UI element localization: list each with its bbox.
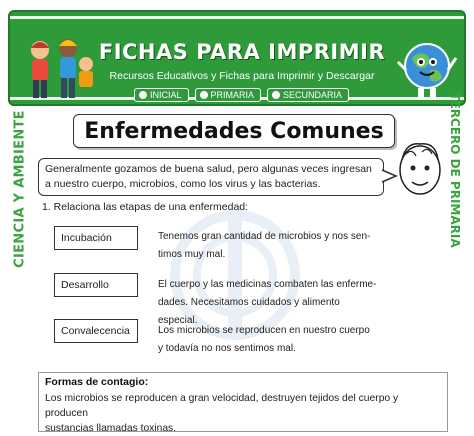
speech-bubble-tail — [380, 168, 398, 184]
tab-bullet-icon — [272, 91, 280, 99]
tab-primaria[interactable] — [195, 88, 262, 102]
banner-title: FICHAS PARA IMPRIMIR — [98, 40, 386, 64]
page-title-box — [73, 114, 395, 148]
stage-description: Los microbios se reproducen en nuestro cuerpo y todavía no nos sentimos mal. — [158, 325, 370, 354]
tab-label: INICIAL — [150, 90, 182, 100]
grade-side-label: TERCERO DE PRIMARIA — [448, 92, 462, 248]
header-banner — [8, 10, 466, 106]
stage-description: Tenemos gran cantidad de microbios y nos sen- timos muy mal. — [158, 231, 371, 260]
intro-text: Generalmente gozamos de buena salud, pero algunas veces ingresan a nuestro cuerpo, microbios, como los virus y las bacterias. — [45, 163, 372, 190]
contagion-box — [38, 372, 448, 432]
intro-speech-box — [38, 158, 384, 196]
contagion-text: Los microbios se reproducen a gran velocidad, destruyen tejidos del cuerpo y producen sustancias llamadas toxinas. — [45, 393, 399, 434]
question-1: 1. Relaciona las etapas de una enfermedad: — [42, 201, 249, 213]
subject-side-label: CIENCIA Y AMBIENTE — [12, 110, 28, 268]
banner-subtitle: Recursos Educativos y Fichas para Imprimir y Descargar — [109, 70, 375, 82]
thinking-face-icon — [394, 138, 446, 198]
tab-inicial[interactable] — [134, 88, 189, 102]
page-title: Enfermedades Comunes — [84, 118, 384, 144]
tab-secundaria[interactable] — [267, 88, 349, 102]
tab-label: PRIMARIA — [210, 90, 255, 100]
tab-bullet-icon — [200, 91, 208, 99]
tab-bullet-icon — [139, 91, 147, 99]
stage-term-box[interactable]: Desarrollo — [54, 273, 138, 297]
stage-term-box[interactable]: Incubación — [54, 226, 138, 250]
tab-label: SECUNDARIA — [283, 90, 343, 100]
level-tabs — [134, 88, 349, 102]
contagion-title: Formas de contagio: — [45, 376, 149, 388]
banner-stripe-top — [10, 16, 464, 19]
stage-term-box[interactable]: Convalecencia — [54, 319, 138, 343]
stage-description: El cuerpo y las medicinas combaten las enferme- dades. Necesitamos cuidados y alimento especial. — [158, 279, 377, 326]
kids-illustration — [24, 34, 96, 104]
